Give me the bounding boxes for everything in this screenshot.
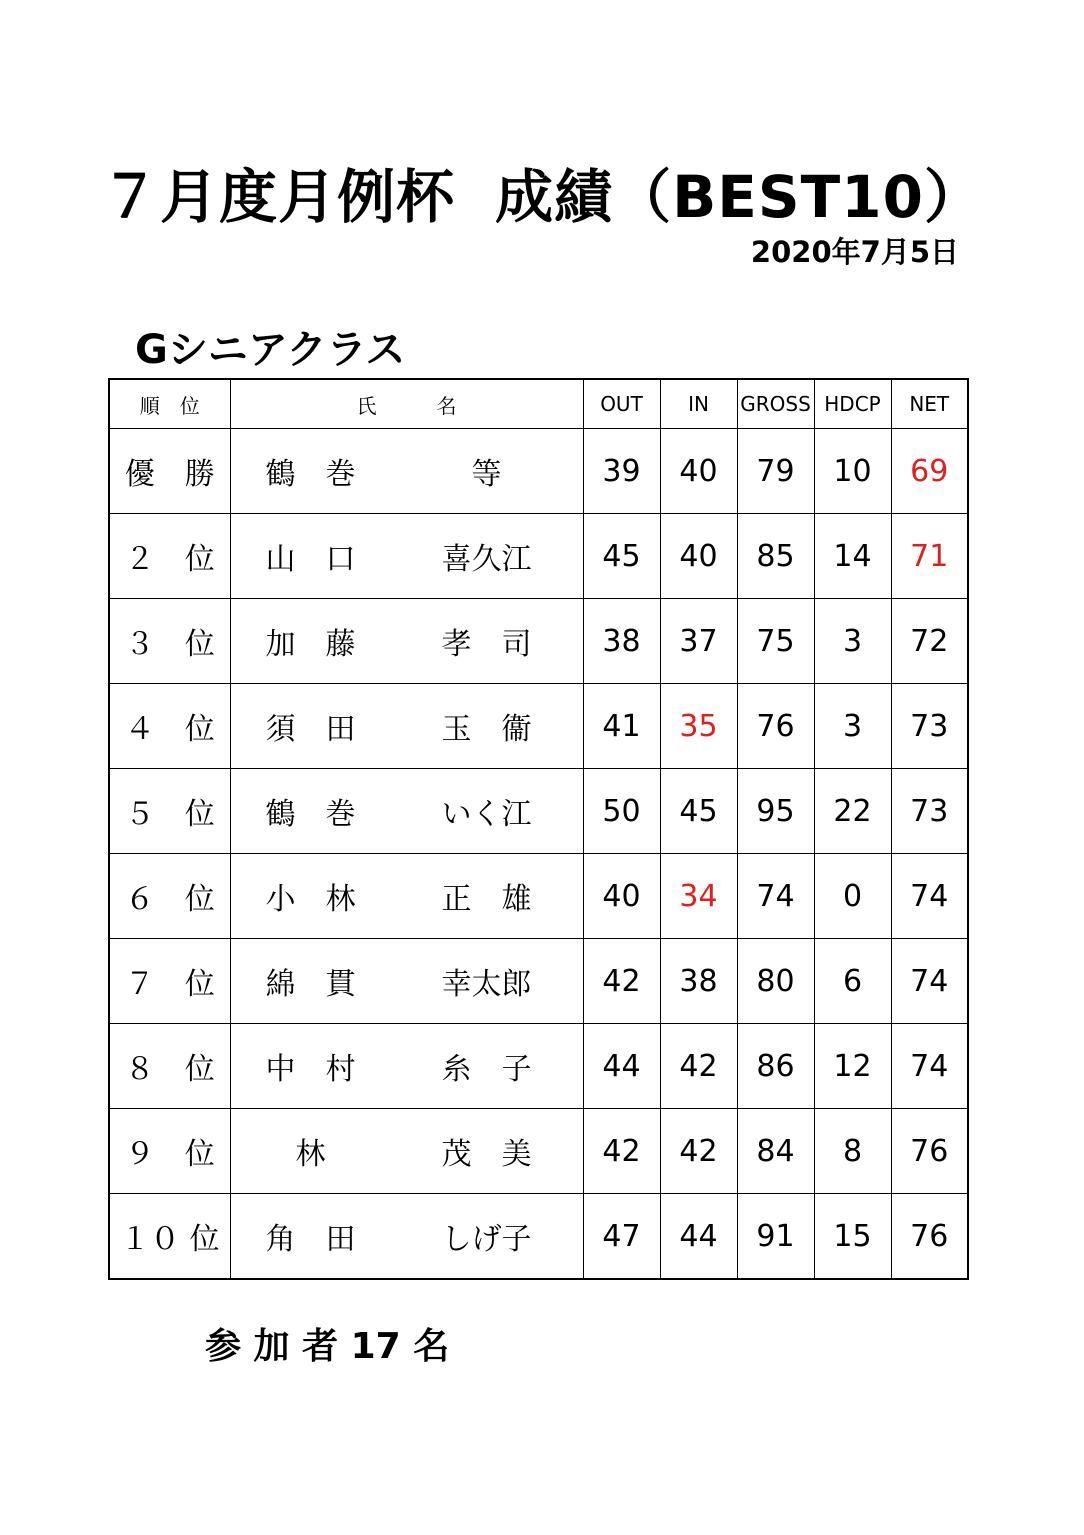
cell-gross: 85	[737, 514, 814, 599]
table-row	[109, 1109, 968, 1194]
header-name: 氏 名	[230, 379, 583, 429]
cell-surname: 綿 貫	[265, 967, 356, 1002]
cell-rank: ３ 位	[109, 599, 230, 684]
cell-net: 74	[891, 1024, 968, 1109]
cell-gross: 76	[737, 684, 814, 769]
cell-name	[230, 684, 583, 769]
table-row	[109, 684, 968, 769]
cell-given-name: 等	[471, 457, 502, 492]
cell-hdcp: 0	[814, 854, 891, 939]
results-table	[108, 378, 969, 1280]
cell-net: 71	[891, 514, 968, 599]
table-row	[109, 939, 968, 1024]
cell-net: 74	[891, 939, 968, 1024]
cell-surname: 鶴 巻	[265, 797, 356, 832]
cell-given-name: しげ子	[441, 1222, 532, 1257]
cell-surname: 林	[295, 1137, 326, 1172]
cell-surname: 加 藤	[265, 627, 356, 662]
cell-name	[230, 514, 583, 599]
cell-rank: ６ 位	[109, 854, 230, 939]
cell-hdcp: 8	[814, 1109, 891, 1194]
title-results: 成績（BEST10）	[495, 163, 983, 231]
table-row	[109, 514, 968, 599]
cell-name	[230, 854, 583, 939]
cell-surname: 鶴 巻	[265, 457, 356, 492]
cell-in: 34	[660, 854, 737, 939]
cell-net: 73	[891, 684, 968, 769]
cell-surname: 角 田	[265, 1222, 356, 1257]
cell-out: 42	[583, 1109, 660, 1194]
cell-given-name: 幸太郎	[441, 967, 532, 1002]
cell-net: 76	[891, 1194, 968, 1280]
cell-out: 39	[583, 429, 660, 514]
cell-in: 42	[660, 1109, 737, 1194]
cell-gross: 91	[737, 1194, 814, 1280]
cell-hdcp: 3	[814, 684, 891, 769]
cell-name	[230, 939, 583, 1024]
cell-hdcp: 10	[814, 429, 891, 514]
cell-gross: 75	[737, 599, 814, 684]
cell-in: 37	[660, 599, 737, 684]
cell-rank: ５ 位	[109, 769, 230, 854]
cell-net: 72	[891, 599, 968, 684]
cell-in: 44	[660, 1194, 737, 1280]
cell-surname: 中 村	[265, 1052, 356, 1087]
cell-out: 47	[583, 1194, 660, 1280]
cell-given-name: 喜久江	[441, 542, 532, 577]
cell-hdcp: 3	[814, 599, 891, 684]
cell-in: 35	[660, 684, 737, 769]
header-gross: GROSS	[737, 379, 814, 429]
table-row	[109, 1194, 968, 1280]
participant-count: 参 加 者 17 名	[205, 1326, 450, 1367]
cell-hdcp: 12	[814, 1024, 891, 1109]
cell-given-name: 茂 美	[441, 1137, 532, 1172]
cell-name	[230, 769, 583, 854]
cell-in: 38	[660, 939, 737, 1024]
cell-hdcp: 22	[814, 769, 891, 854]
cell-gross: 80	[737, 939, 814, 1024]
cell-name	[230, 1194, 583, 1280]
cell-out: 40	[583, 854, 660, 939]
cell-name	[230, 1024, 583, 1109]
cell-given-name: 正 雄	[441, 882, 532, 917]
table-row	[109, 1024, 968, 1109]
cell-hdcp: 15	[814, 1194, 891, 1280]
cell-rank: ８ 位	[109, 1024, 230, 1109]
cell-net: 76	[891, 1109, 968, 1194]
cell-rank: ４ 位	[109, 684, 230, 769]
page-title	[0, 150, 1084, 234]
cell-rank: 優 勝	[109, 429, 230, 514]
cell-given-name: 糸 子	[441, 1052, 532, 1087]
cell-in: 40	[660, 429, 737, 514]
header-out: OUT	[583, 379, 660, 429]
cell-in: 40	[660, 514, 737, 599]
cell-out: 42	[583, 939, 660, 1024]
table-row	[109, 769, 968, 854]
event-date: 2020年7月5日	[750, 235, 959, 269]
table-row	[109, 854, 968, 939]
cell-gross: 86	[737, 1024, 814, 1109]
cell-name	[230, 599, 583, 684]
cell-rank: ９ 位	[109, 1109, 230, 1194]
cell-surname: 小 林	[265, 882, 356, 917]
title-event: ７月度月例杯	[101, 163, 456, 231]
cell-given-name: 孝 司	[441, 627, 532, 662]
cell-net: 69	[891, 429, 968, 514]
cell-gross: 74	[737, 854, 814, 939]
header-net: NET	[891, 379, 968, 429]
class-heading: Gシニアクラス	[135, 327, 406, 373]
header-hdcp: HDCP	[814, 379, 891, 429]
cell-name	[230, 429, 583, 514]
cell-out: 45	[583, 514, 660, 599]
cell-rank: １０ 位	[109, 1194, 230, 1280]
cell-net: 73	[891, 769, 968, 854]
cell-rank: ２ 位	[109, 514, 230, 599]
cell-gross: 79	[737, 429, 814, 514]
table-row	[109, 599, 968, 684]
table-row	[109, 429, 968, 514]
cell-name	[230, 1109, 583, 1194]
cell-out: 50	[583, 769, 660, 854]
cell-gross: 84	[737, 1109, 814, 1194]
cell-surname: 山 口	[265, 542, 356, 577]
cell-hdcp: 14	[814, 514, 891, 599]
header-in: IN	[660, 379, 737, 429]
cell-hdcp: 6	[814, 939, 891, 1024]
cell-net: 74	[891, 854, 968, 939]
cell-gross: 95	[737, 769, 814, 854]
cell-rank: ７ 位	[109, 939, 230, 1024]
cell-out: 44	[583, 1024, 660, 1109]
cell-surname: 須 田	[265, 712, 356, 747]
cell-in: 45	[660, 769, 737, 854]
cell-in: 42	[660, 1024, 737, 1109]
header-rank: 順 位	[109, 379, 230, 429]
table-header-row	[109, 379, 968, 429]
cell-given-name: 玉 衞	[441, 712, 532, 747]
cell-given-name: いく江	[441, 797, 532, 832]
cell-out: 41	[583, 684, 660, 769]
cell-out: 38	[583, 599, 660, 684]
